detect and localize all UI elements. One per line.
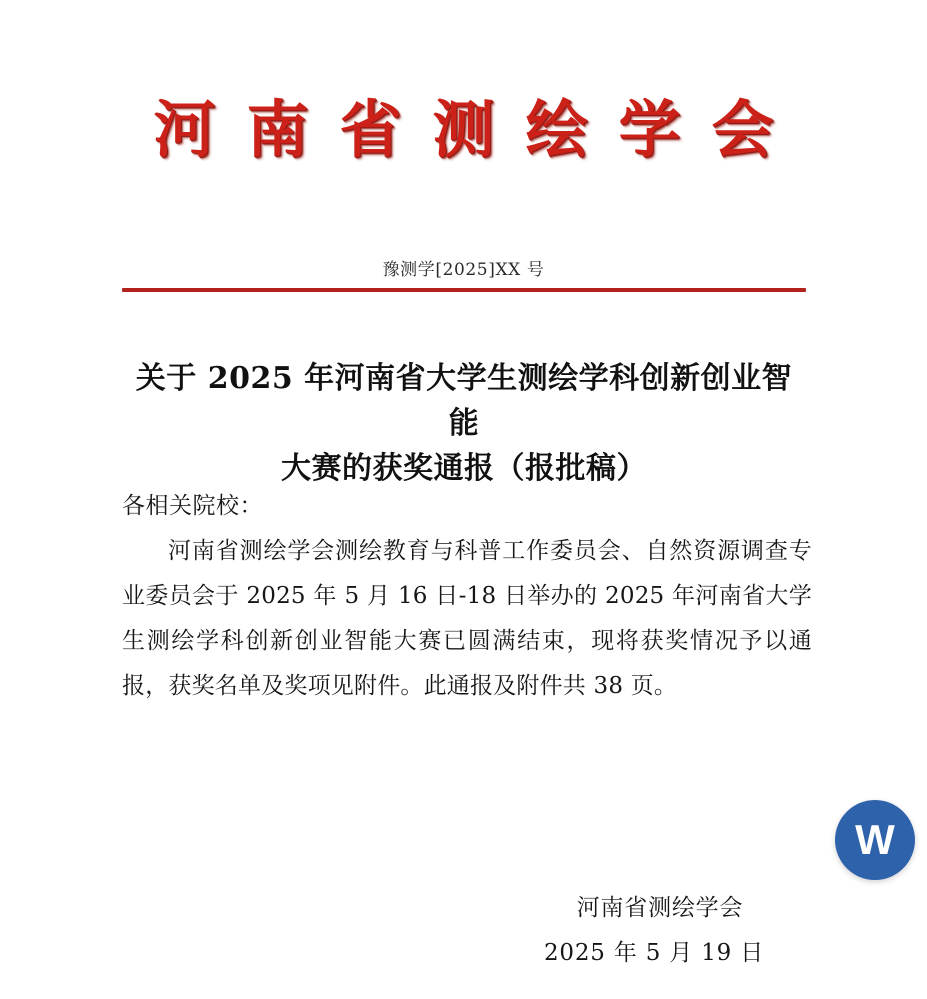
word-badge-letter: W (855, 816, 895, 863)
word-document-badge-icon[interactable] (835, 800, 915, 880)
document-serial-number: 豫测学[2025]XX 号 (382, 260, 545, 280)
body-paragraph: 河南省测绘学会测绘教育与科普工作委员会、自然资源调查专业委员会于 2025 年 5 月 16 日-18 日举办的 2025 年河南省大学生测绘学科创新创业智能大赛已圆满结束，现将获奖情况予以通报，获奖名单及奖项见附件。此通报及附件共 38 页。 (122, 538, 812, 699)
body-salutation: 各相关院校： (122, 493, 263, 519)
signature-block (544, 886, 764, 976)
signature-organization: 河南省测绘学会 (576, 895, 744, 921)
signature-date: 2025 年 5 月 19 日 (544, 940, 764, 966)
document-title-line-1: 关于 2025 年河南省大学生测绘学科创新创业智能 (135, 361, 793, 441)
document-title-line-2: 大赛的获奖通报（报批稿） (281, 451, 647, 486)
letterhead-organization-title: 河南省测绘学会 (153, 93, 805, 166)
red-divider-rule (122, 288, 806, 292)
document-body (122, 484, 812, 709)
document-title (122, 356, 806, 491)
letterhead (0, 93, 927, 166)
